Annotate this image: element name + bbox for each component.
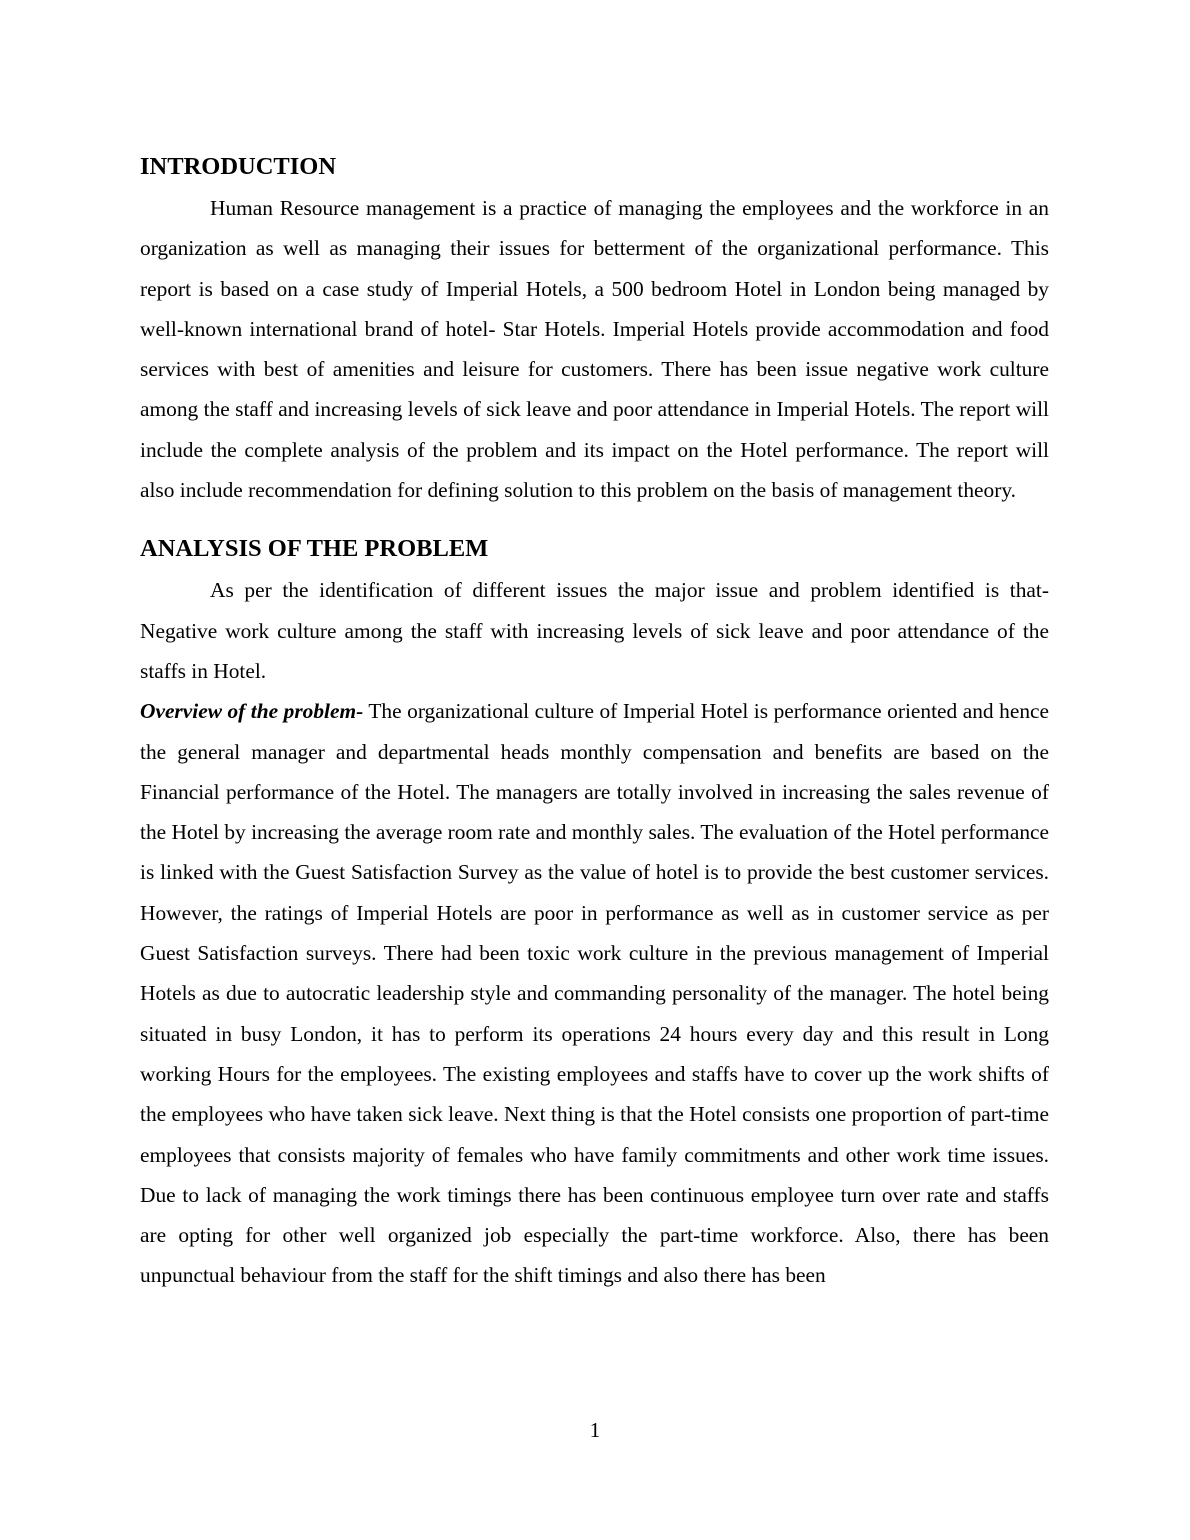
page-body [140, 148, 1049, 1296]
introduction-heading: INTRODUCTION [140, 153, 337, 180]
analysis-heading: ANALYSIS OF THE PROBLEM [140, 535, 489, 563]
analysis-paragraph: As per the identification of different issues the major issue and problem identified is that- Negative work culture among the staff with increasing levels of sick leave and poor attendance of the staffs in Hotel. [140, 578, 1049, 683]
introduction-paragraph: Human Resource management is a practice of managing the employees and the workforce in an organization as well as managing their issues for betterment of the organizational performance. This report is based on a case study of Imperial Hotels, a 500 bedroom Hotel in London being managed by well-known international brand of hotel- Star Hotels. Imperial Hotels provide accommodation and food services with best of amenities and leisure for customers. There has been issue negative work culture among the staff and increasing levels of sick leave and poor attendance in Imperial Hotels. The report will include the complete analysis of the problem and its impact on the Hotel performance. The report will also include recommendation for defining solution to this problem on the basis of management theory. [140, 196, 1049, 503]
overview-paragraph [140, 691, 1049, 1295]
overview-label: Overview of the problem- [140, 699, 364, 724]
page-number: 1 [589, 1418, 601, 1442]
overview-text: The organizational culture of Imperial Hotel is performance oriented and hence the general manager and departmental heads monthly compensation and benefits are based on the Financial performance of the Hotel. The managers are totally involved in increasing the sales revenue of the Hotel by increasing the average room rate and monthly sales. The evaluation of the Hotel performance is linked with the Guest Satisfaction Survey as the value of hotel is to provide the best customer services. However, the ratings of Imperial Hotels are poor in performance as well as in customer service as per Guest Satisfaction surveys. There had been toxic work culture in the previous management of Imperial Hotels as due to autocratic leadership style and commanding personality of the manager. The hotel being situated in busy London, it has to perform its operations 24 hours every day and this result in Long working Hours for the employees. The existing employees and staffs have to cover up the work shifts of the employees who have taken sick leave. Next thing is that the Hotel consists one proportion of part-time employees that consists majority of females who have family commitments and other work time issues. Due to lack of managing the work timings there has been continuous employee turn over rate and staffs are opting for other well organized job especially the part-time workforce. Also, there has been unpunctual behaviour from the staff for the shift timings and also there has been [140, 699, 1050, 1288]
